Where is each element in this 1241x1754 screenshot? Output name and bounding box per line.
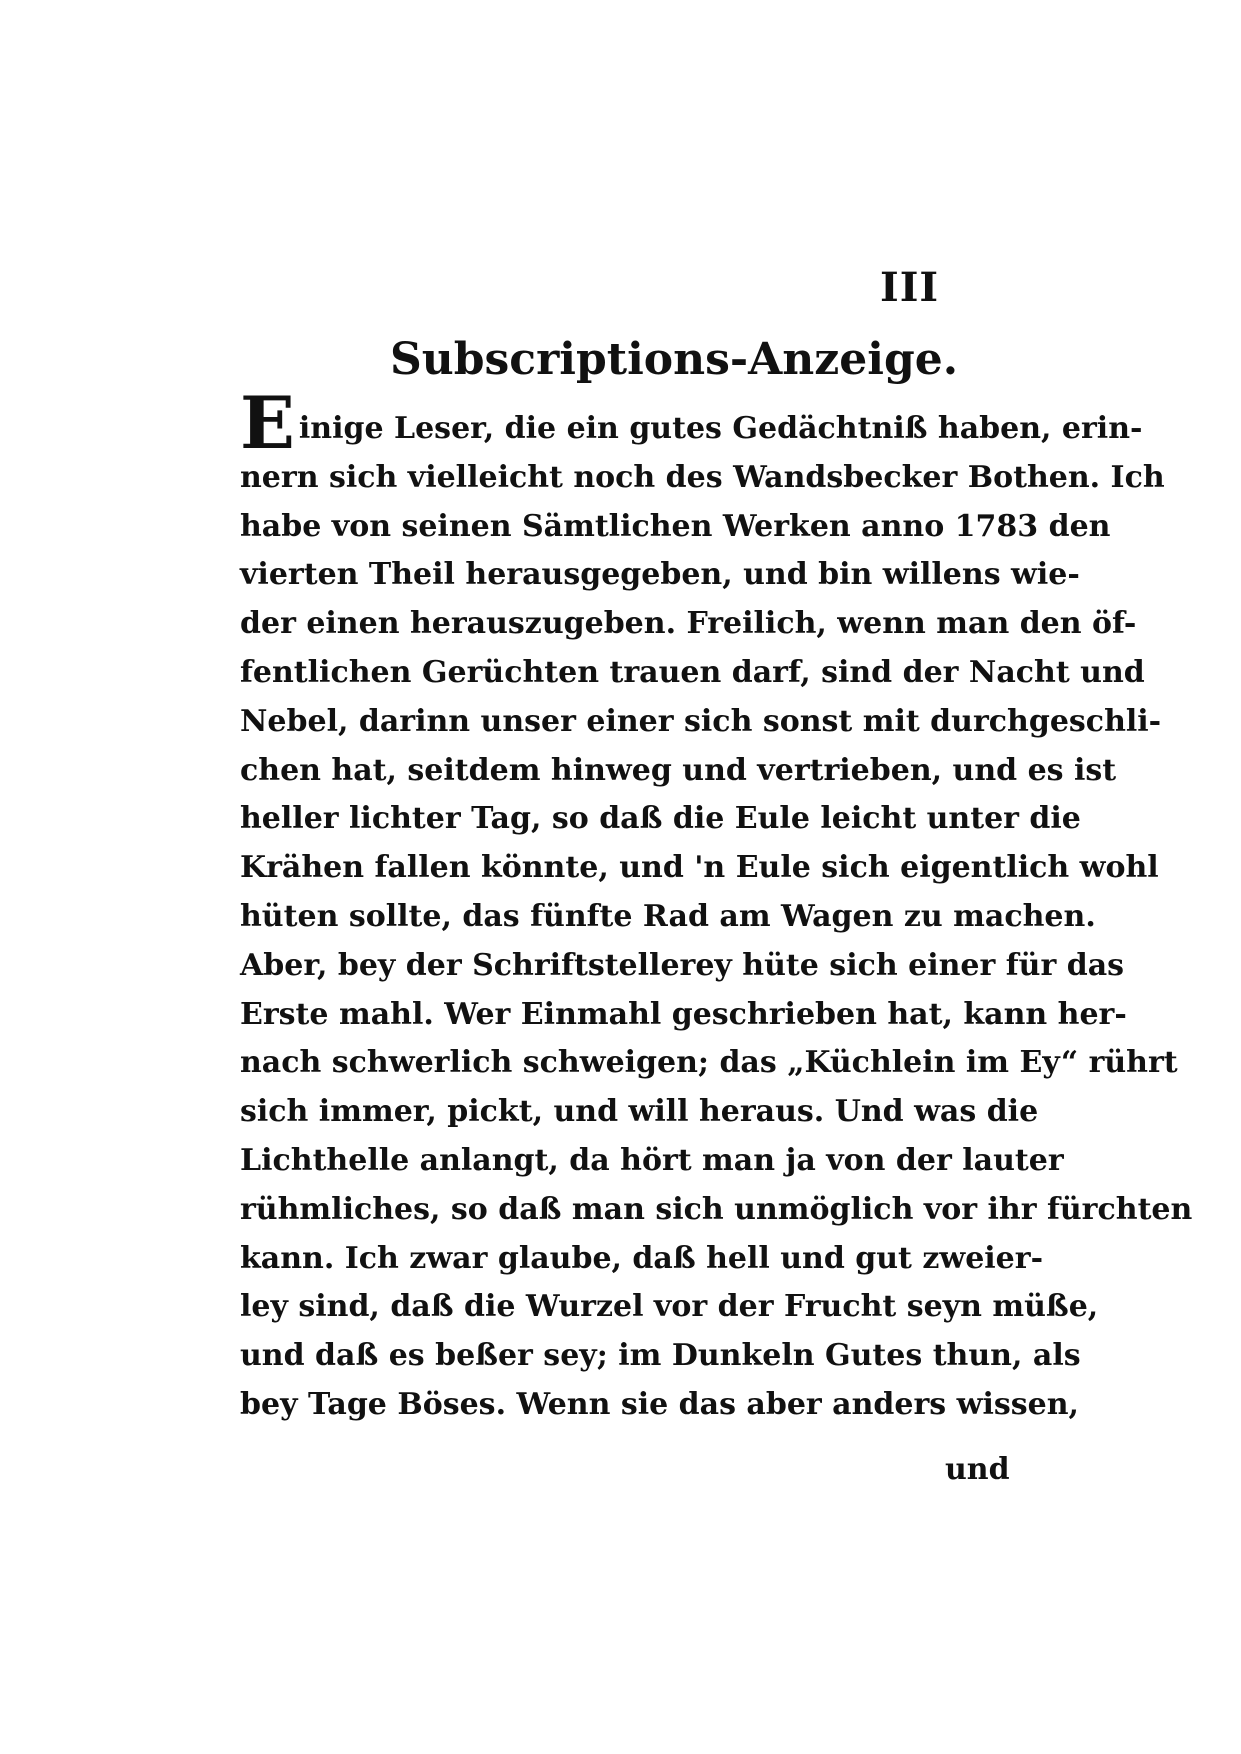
text-line-content: der einen herauszugeben. Freilich, wenn man den öf-: [240, 606, 1137, 642]
text-line: [240, 1235, 1044, 1284]
text-line: [240, 551, 1080, 600]
text-line: [240, 795, 1081, 844]
text-line-content: bey Tage Böses. Wenn sie das aber anders wissen,: [240, 1386, 1079, 1422]
text-line-content: hüten sollte, das fünfte Rad am Wagen zu machen.: [240, 898, 1096, 934]
text-line: [240, 698, 1162, 747]
text-line: [240, 1137, 1064, 1186]
text-line: [240, 747, 1117, 796]
text-line: [240, 649, 1145, 698]
text-line: [240, 991, 1127, 1040]
text-line-content: und daß es beßer sey; im Dunkeln Gutes thun, als: [240, 1338, 1081, 1374]
text-line-content: sich immer, pickt, und will heraus. Und was die: [240, 1094, 1039, 1130]
text-line: [240, 1332, 1081, 1381]
text-line-content: chen hat, seitdem hinweg und vertrieben, und es ist: [240, 752, 1117, 788]
text-line-content: Aber, bey der Schriftstellerey hüte sich einer für das: [240, 947, 1125, 983]
text-line-content: inige Leser, die ein gutes Gedächtniß haben, erin-: [298, 411, 1143, 446]
text-line: [240, 893, 1096, 942]
catchword: und: [945, 1452, 1010, 1487]
text-line: [240, 1039, 1178, 1088]
text-line: [240, 1283, 1099, 1332]
text-line: [240, 942, 1125, 991]
text-line-content: Erste mahl. Wer Einmahl geschrieben hat, kann her-: [240, 996, 1127, 1032]
text-line-content: kann. Ich zwar glaube, daß hell und gut zweier-: [240, 1240, 1044, 1276]
text-line-content: ley sind, daß die Wurzel vor der Frucht seyn müße,: [240, 1289, 1099, 1325]
text-line-content: rühmliches, so daß man sich unmöglich vor ihr fürchten: [240, 1191, 1193, 1227]
drop-initial: E: [240, 380, 295, 465]
page-title: Subscriptions-Anzeige.: [390, 334, 959, 385]
text-line-content: vierten Theil herausgegeben, und bin willens wie-: [240, 557, 1080, 593]
text-line-content: Lichthelle anlangt, da hört man ja von der lauter: [240, 1142, 1064, 1178]
text-line: [240, 380, 1143, 465]
page-number: III: [880, 264, 940, 311]
text-line: [240, 844, 1159, 893]
text-line-content: Krähen fallen könnte, und 'n Eule sich eigentlich wohl: [240, 850, 1159, 886]
text-line-content: nach schwerlich schweigen; das „Küchlein im Ey“ rührt: [240, 1045, 1178, 1081]
text-line-content: fentlichen Gerüchten trauen darf, sind der Nacht und: [240, 654, 1145, 690]
text-line: [240, 454, 1165, 503]
text-line: [240, 1381, 1079, 1430]
text-line: [240, 503, 1111, 552]
text-line-content: heller lichter Tag, so daß die Eule leicht unter die: [240, 801, 1081, 837]
text-line-content: habe von seinen Sämtlichen Werken anno 1783 den: [240, 508, 1111, 544]
text-line: [240, 1088, 1039, 1137]
text-line-content: nern sich vielleicht noch des Wandsbecker Bothen. Ich: [240, 459, 1165, 495]
text-line: [240, 1186, 1193, 1235]
body-text: [240, 380, 1193, 1430]
text-line: [240, 600, 1137, 649]
text-line-content: Nebel, darinn unser einer sich sonst mit durchgeschli-: [240, 703, 1162, 739]
